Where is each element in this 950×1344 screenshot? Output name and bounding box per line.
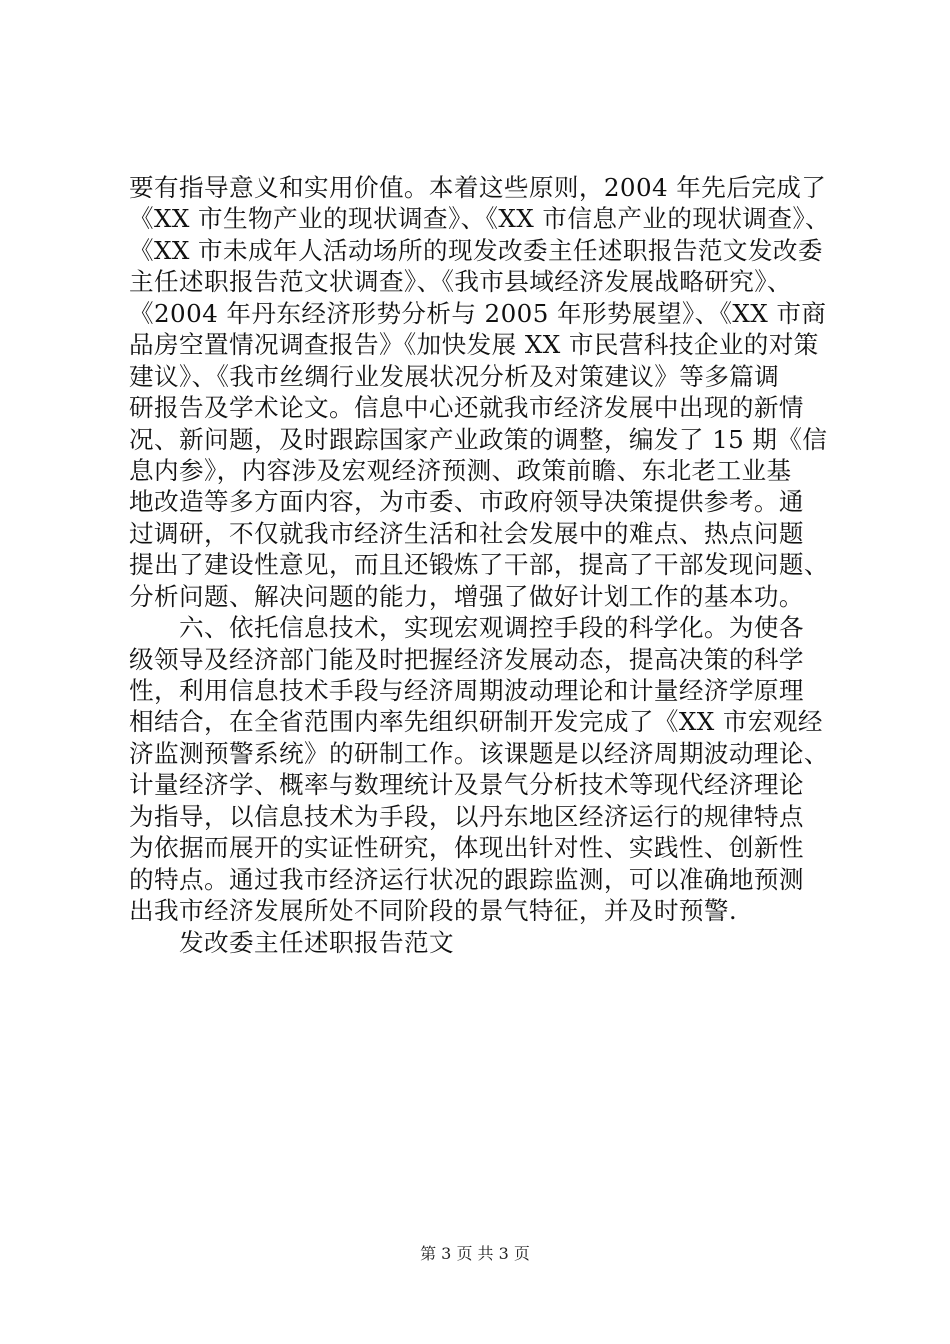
page-number-footer: 第 3 页 共 3 页	[420, 1244, 530, 1263]
text-line: 况、新问题，及时跟踪国家产业政策的调整，编发了 15 期《信	[129, 424, 828, 454]
text-line: 主任述职报告范文状调查》、《我市县域经济发展战略研究》、	[129, 267, 792, 297]
text-line: 分析问题、解决问题的能力，增强了做好计划工作的基本功。	[129, 581, 804, 611]
text-line: 的特点。通过我市经济运行状况的跟踪监测，可以准确地预测	[129, 864, 804, 894]
paragraph-start-line: 六、依托信息技术，实现宏观调控手段的科学化。为使各	[179, 613, 804, 643]
text-line: 性，利用信息技术手段与经济周期波动理论和计量经济学原理	[129, 676, 804, 705]
text-line: 为依据而展开的实证性研究，体现出针对性、实践性、创新性	[129, 833, 804, 863]
text-line: 提出了建设性意见，而且还锻炼了干部，提高了干部发现问题、	[129, 550, 829, 580]
text-line: 为指导，以信息技术为手段，以丹东地区经济运行的规律特点	[129, 801, 804, 831]
text-line: 过调研，不仅就我市经济生活和社会发展中的难点、热点问题	[129, 518, 804, 548]
text-line: 相结合，在全省范围内率先组织研制开发完成了《XX 市宏观经	[129, 707, 823, 737]
text-line: 《2004 年丹东经济形势分析与 2005 年形势展望》、《XX 市商	[129, 298, 827, 328]
text-line: 品房空置情况调查报告》《加快发展 XX 市民营科技企业的对策	[129, 330, 819, 360]
text-line: 建议》、《我市丝绸行业发展状况分析及对策建议》等多篇调	[129, 361, 780, 391]
text-line: 级领导及经济部门能及时把握经济发展动态，提高决策的科学	[129, 644, 804, 674]
closing-title-line: 发改委主任述职报告范文	[179, 927, 454, 957]
text-line: 息内参》，内容涉及宏观经济预测、政策前瞻、东北老工业基	[129, 455, 792, 485]
text-line: 计量经济学、概率与数理统计及景气分析技术等现代经济理论	[129, 770, 804, 800]
body-text	[129, 172, 829, 958]
text-line: 要有指导意义和实用价值。本着这些原则，2004 年先后完成了	[129, 173, 827, 202]
text-line: 《XX 市未成年人活动场所的现发改委主任述职报告范文发改委	[129, 235, 823, 265]
text-line: 《XX 市生物产业的现状调查》、《XX 市信息产业的现状调查》、	[129, 204, 831, 234]
text-line: 研报告及学术论文。信息中心还就我市经济发展中出现的新情	[129, 393, 804, 423]
text-line: 地改造等多方面内容，为市委、市政府领导决策提供参考。通	[129, 487, 804, 517]
text-line: 出我市经济发展所处不同阶段的景气特征，并及时预警.	[129, 896, 738, 926]
text-line: 济监测预警系统》的研制工作。该课题是以经济周期波动理论、	[129, 738, 829, 768]
